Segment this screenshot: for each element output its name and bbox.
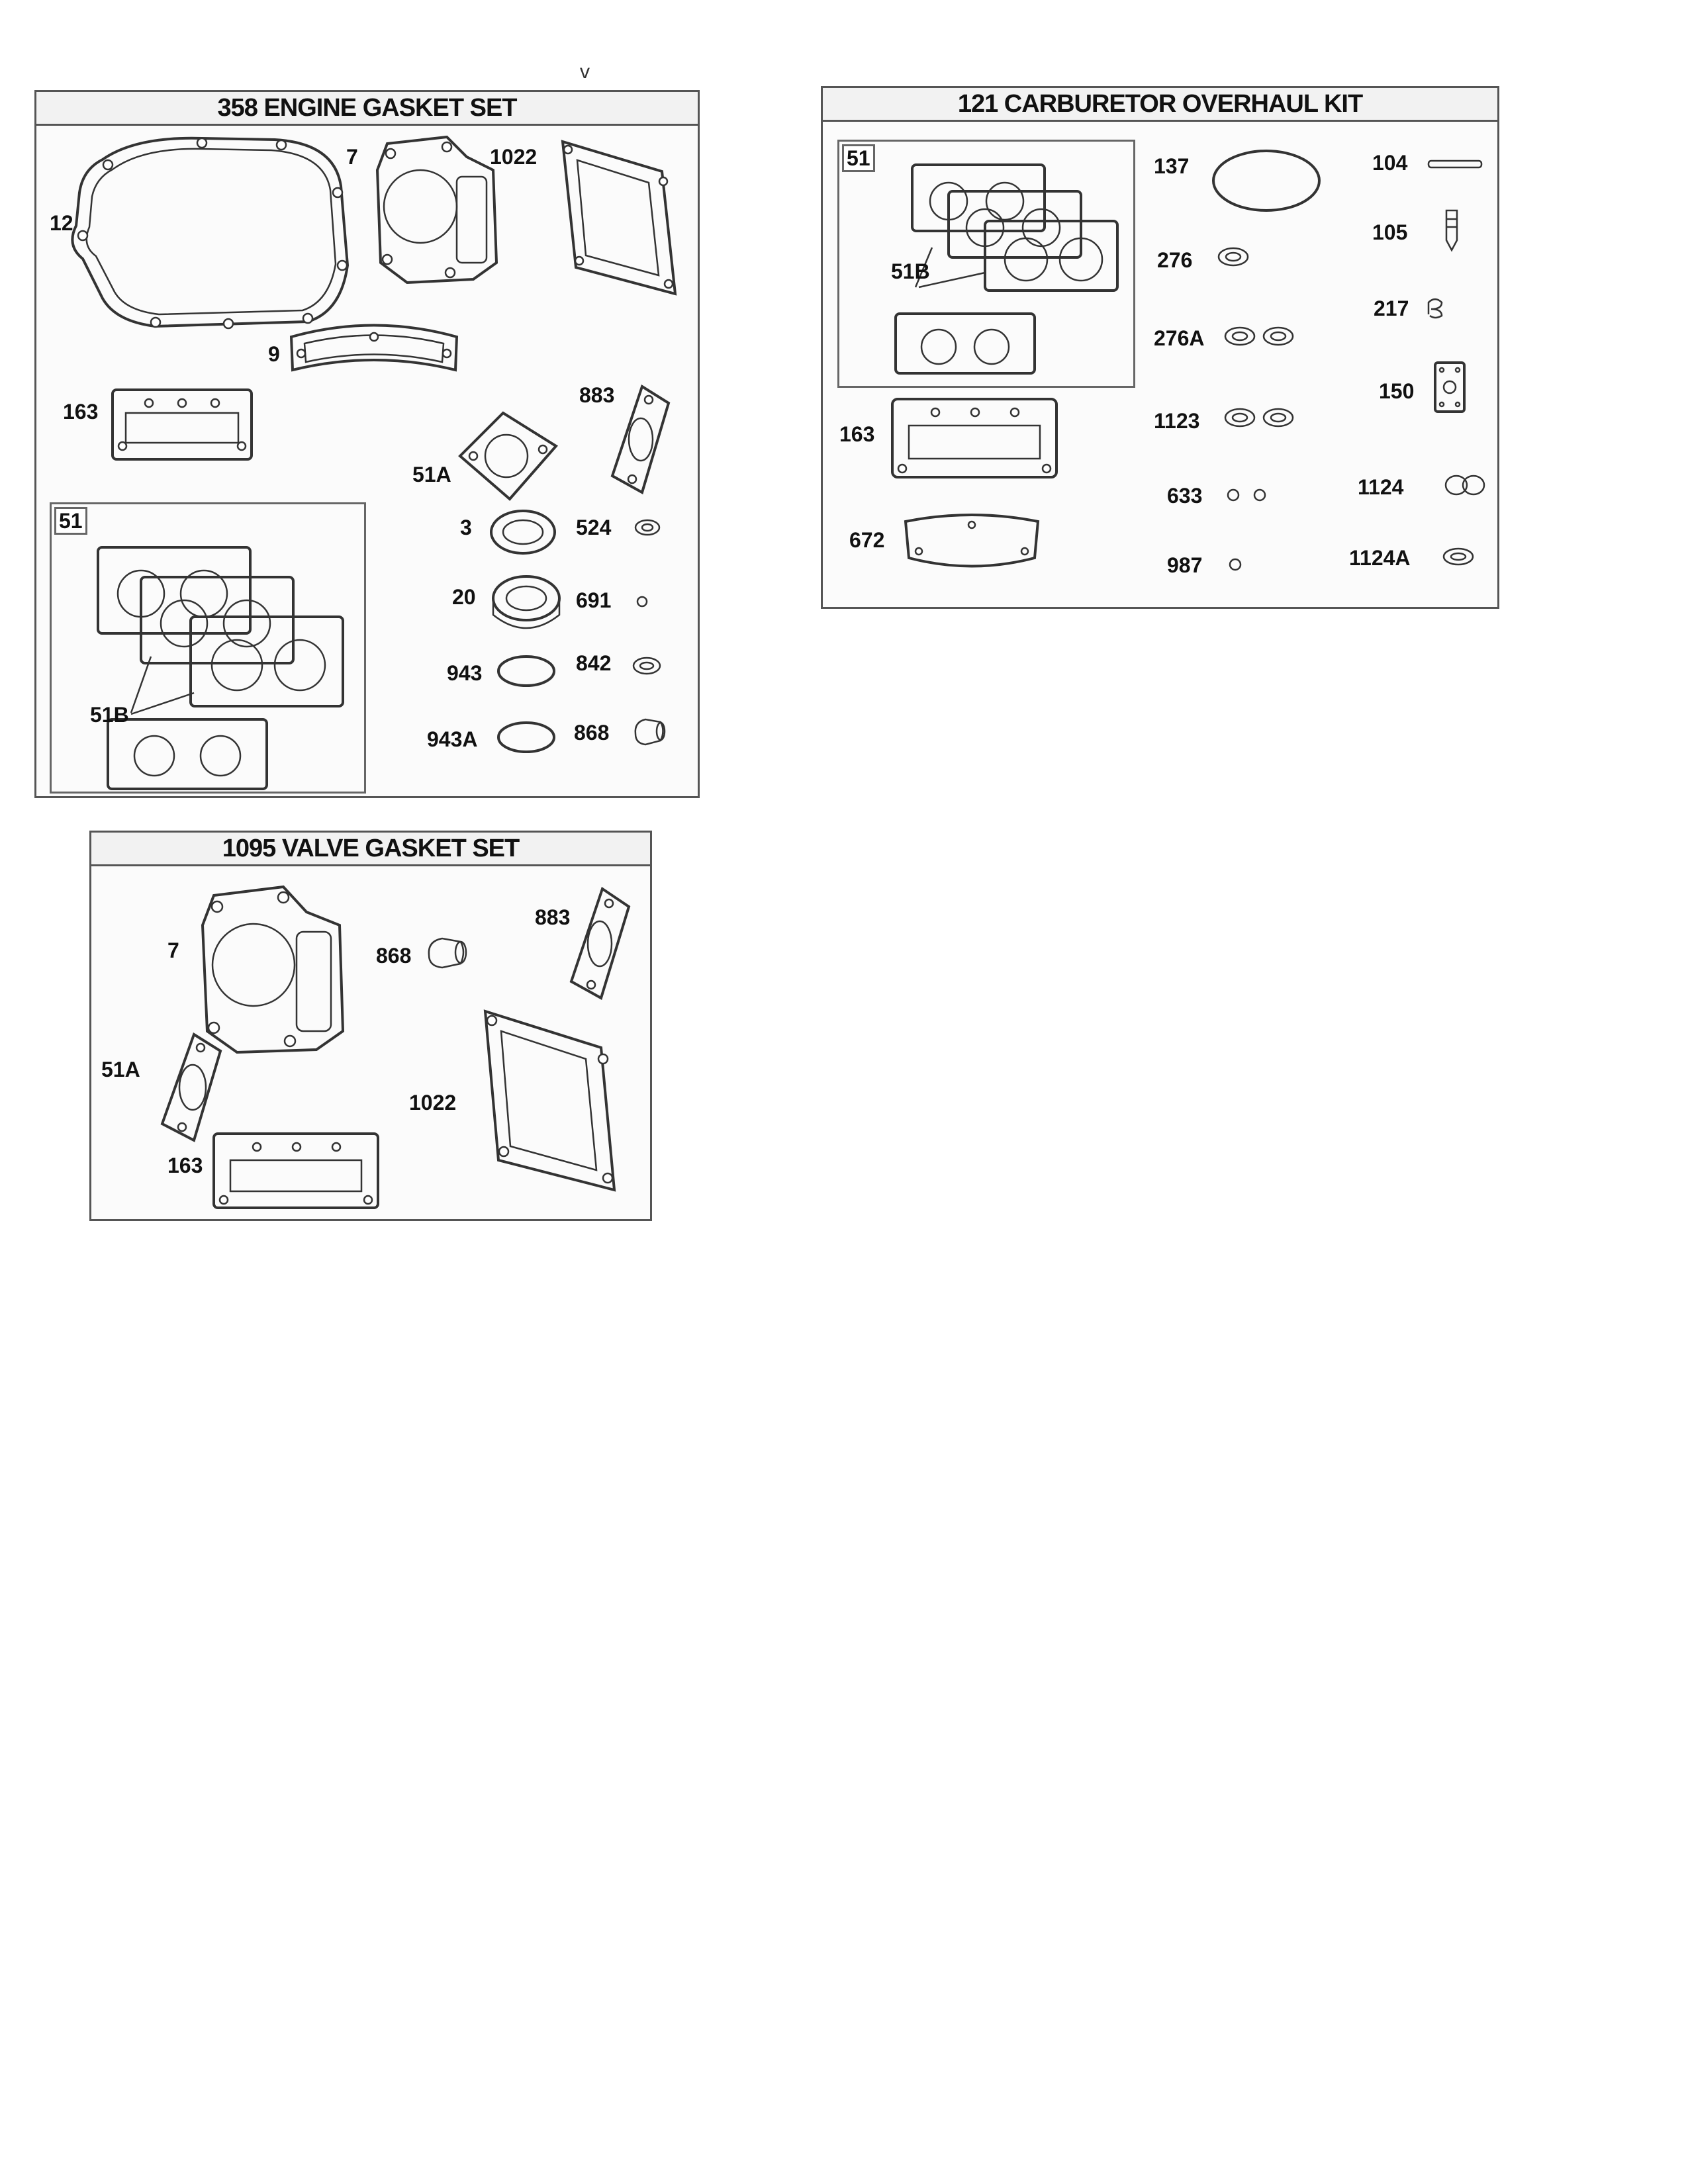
- label-943a: 943A: [427, 727, 478, 751]
- diaphragm-150-diagram: [1432, 359, 1468, 416]
- carb-label-987: 987: [1167, 553, 1203, 577]
- carb-label-276a: 276A: [1154, 326, 1205, 350]
- label-51b: 51B: [90, 703, 129, 727]
- carb-label-163: 163: [839, 422, 875, 446]
- curved-gasket-diagram: [285, 317, 463, 390]
- subkit-51-box: [50, 502, 366, 794]
- label-943: 943: [447, 661, 483, 685]
- label-842: 842: [576, 651, 612, 675]
- o-ring-943a-diagram: [493, 717, 559, 757]
- valve-gasket-set-panel: [89, 831, 652, 1221]
- carb-label-1124a: 1124A: [1349, 546, 1411, 570]
- carb-label-105: 105: [1372, 220, 1408, 244]
- valve-label-7: 7: [167, 938, 179, 962]
- label-3: 3: [460, 516, 472, 539]
- rocker-cover-gasket-diagram: [549, 135, 682, 300]
- engine-gasket-set-title: 358 ENGINE GASKET SET: [36, 92, 698, 126]
- carb-subkit-51-box: [837, 140, 1135, 388]
- washer-524-diagram: [631, 514, 664, 541]
- carb-label-104: 104: [1372, 151, 1408, 175]
- subkit-51-tag: 51: [54, 507, 87, 535]
- washer-987-diagram: [1223, 555, 1250, 574]
- seal-20-diagram: [487, 569, 566, 641]
- carburetor-gasket-51a-diagram: [450, 406, 563, 506]
- valve-gasket-set-title: 1095 VALVE GASKET SET: [91, 833, 650, 866]
- carburetor-overhaul-kit-panel: [821, 86, 1499, 609]
- valve-label-51a: 51A: [101, 1058, 140, 1081]
- valve-rocker-cover-gasket-1022-diagram: [472, 1005, 621, 1197]
- valve-seal-868-diagram-vgs: [422, 932, 472, 975]
- valve-label-163: 163: [167, 1154, 203, 1177]
- carb-subkit-51-tag: 51: [842, 144, 875, 172]
- label-163: 163: [63, 400, 99, 424]
- label-9: 9: [268, 342, 280, 366]
- label-12: 12: [50, 211, 73, 235]
- valve-intake-gasket-163-diagram: [211, 1130, 383, 1213]
- label-524: 524: [576, 516, 612, 539]
- crankcase-gasket-diagram: [56, 133, 354, 332]
- pin-104-diagram: [1425, 154, 1485, 174]
- label-7: 7: [346, 145, 358, 169]
- carb-label-217: 217: [1374, 296, 1409, 320]
- seal-842-diagram: [629, 651, 665, 681]
- label-51a: 51A: [412, 463, 451, 486]
- clip-217-diagram: [1422, 295, 1448, 321]
- intake-gasket-diagram: [109, 387, 255, 466]
- o-ring-943-diagram: [493, 651, 559, 691]
- carb-label-276: 276: [1157, 248, 1193, 272]
- engine-gasket-set-panel: [34, 90, 700, 798]
- washer-633-diagram: [1220, 485, 1273, 505]
- carb-intake-gasket-163-diagram: [889, 396, 1061, 482]
- valve-label-883: 883: [535, 905, 571, 929]
- carb-label-672: 672: [849, 528, 885, 552]
- label-883: 883: [579, 383, 615, 407]
- gasket-1124-diagram: [1442, 471, 1488, 500]
- washer-691-diagram: [632, 592, 652, 612]
- gasket-276a-diagram: [1220, 323, 1299, 349]
- gasket-1123-diagram: [1220, 404, 1299, 431]
- label-868: 868: [574, 721, 610, 745]
- needle-105-diagram: [1438, 207, 1465, 253]
- label-20: 20: [452, 585, 476, 609]
- seal-3-diagram: [487, 502, 559, 562]
- gasket-276-diagram: [1213, 244, 1253, 270]
- stray-mark: v: [580, 61, 590, 83]
- valve-label-868: 868: [376, 944, 412, 968]
- gasket-1124a-diagram: [1438, 543, 1478, 570]
- valve-label-1022: 1022: [409, 1091, 457, 1115]
- valve-seal-868-diagram: [629, 714, 669, 751]
- carb-label-633: 633: [1167, 484, 1203, 508]
- carb-label-1123: 1123: [1154, 409, 1200, 433]
- carb-label-51b: 51B: [891, 259, 930, 283]
- intake-gasket-stack-diagram: [78, 541, 369, 792]
- label-1022: 1022: [490, 145, 538, 169]
- carb-label-150: 150: [1379, 379, 1415, 403]
- carb-label-137: 137: [1154, 154, 1190, 178]
- valve-carb-gasket-51a-diagram: [154, 1031, 227, 1144]
- label-691: 691: [576, 588, 612, 612]
- carb-label-1124: 1124: [1358, 475, 1404, 499]
- valve-exhaust-gasket-883-diagram: [561, 886, 634, 1001]
- bowl-gasket-137-diagram: [1207, 144, 1326, 217]
- cylinder-head-gasket-diagram: [367, 130, 500, 289]
- gasket-672-diagram: [899, 512, 1045, 578]
- carburetor-overhaul-kit-title: 121 CARBURETOR OVERHAUL KIT: [823, 88, 1497, 122]
